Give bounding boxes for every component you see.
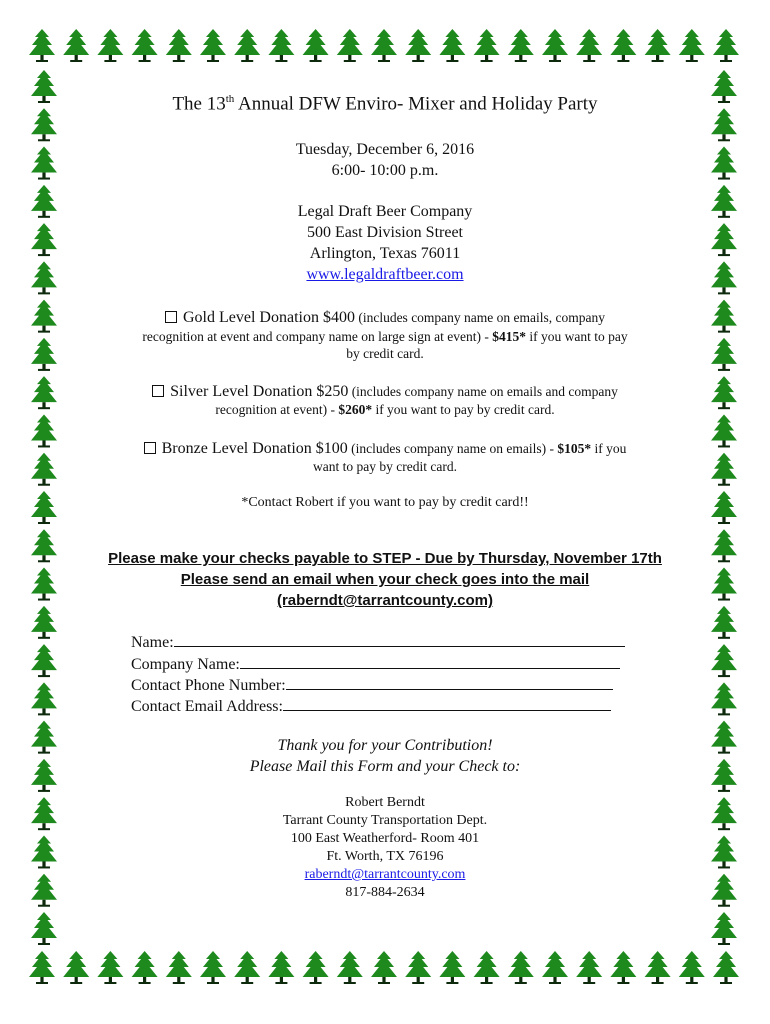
venue-name: Legal Draft Beer Company: [297, 203, 473, 220]
tree-icon: [31, 606, 57, 639]
gold-description: recognition at event and company name on large sign at event) - $415* if you want to pay: [142, 329, 628, 344]
tree-icon: [576, 29, 602, 62]
tree-icon: [200, 951, 226, 984]
tree-icon: [268, 29, 294, 62]
tree-icon: [645, 951, 671, 984]
email-field[interactable]: [131, 696, 611, 716]
phone-field[interactable]: [131, 675, 613, 695]
tree-icon: [29, 951, 55, 984]
tree-icon: [711, 682, 737, 715]
tree-icon: [371, 29, 397, 62]
tree-icon: [234, 951, 260, 984]
company-input-line[interactable]: [240, 654, 620, 669]
tree-icon: [679, 951, 705, 984]
bronze-donation-option: Bronze Level Donation $100 (includes company name on emails) - $105* if you: [0, 440, 770, 458]
tree-icon: [439, 29, 465, 62]
tree-icon: [31, 644, 57, 677]
tree-icon: [97, 29, 123, 62]
tree-icon: [405, 29, 431, 62]
event-date: Tuesday, December 6, 2016: [295, 141, 475, 158]
event-time: 6:00- 10:00 p.m.: [331, 162, 439, 179]
contact-phone: 817-884-2634: [345, 885, 425, 900]
tree-icon: [234, 29, 260, 62]
tree-icon: [63, 951, 89, 984]
bronze-description: want to pay by credit card.: [313, 459, 457, 474]
tree-icon: [63, 29, 89, 62]
contact-email-link[interactable]: raberndt@tarrantcounty.com: [304, 867, 466, 882]
tree-icon: [474, 29, 500, 62]
tree-icon: [200, 29, 226, 62]
credit-card-note: *Contact Robert if you want to pay by credit card!!: [241, 495, 529, 510]
phone-input-line[interactable]: [286, 675, 613, 690]
company-label: Company Name:: [131, 656, 240, 673]
contact-dept: Tarrant County Transportation Dept.: [282, 813, 488, 828]
email-label: Contact Email Address:: [131, 698, 283, 715]
company-field[interactable]: [131, 654, 620, 674]
instruction-email: (raberndt@tarrantcounty.com): [276, 592, 494, 609]
contact-street: 100 East Weatherford- Room 401: [290, 831, 480, 846]
name-input-line[interactable]: [174, 632, 625, 647]
venue-street: 500 East Division Street: [307, 224, 463, 241]
tree-icon: [645, 29, 671, 62]
venue-website-link[interactable]: www.legaldraftbeer.com: [306, 266, 464, 283]
tree-icon: [405, 951, 431, 984]
tree-icon: [132, 29, 158, 62]
gold-description-end: by credit card.: [346, 346, 424, 361]
tree-icon: [576, 951, 602, 984]
tree-icon: [711, 644, 737, 677]
tree-icon: [132, 951, 158, 984]
tree-icon: [337, 951, 363, 984]
tree-icon: [439, 951, 465, 984]
tree-icon: [166, 29, 192, 62]
tree-icon: [713, 951, 739, 984]
tree-icon: [542, 951, 568, 984]
tree-icon: [97, 951, 123, 984]
tree-icon: [610, 951, 636, 984]
tree-icon: [303, 29, 329, 62]
tree-icon: [31, 912, 57, 945]
silver-description: recognition at event) - $260* if you want to pay by credit card.: [215, 402, 555, 417]
tree-icon: [542, 29, 568, 62]
email-input-line[interactable]: [283, 696, 611, 711]
tree-icon: [711, 912, 737, 945]
tree-icon: [29, 29, 55, 62]
silver-donation-option: Silver Level Donation $250 (includes company name on emails and company: [0, 383, 770, 401]
tree-icon: [508, 951, 534, 984]
mail-to-text: Please Mail this Form and your Check to:: [249, 758, 521, 775]
tree-icon: [166, 951, 192, 984]
name-label: Name:: [131, 634, 174, 651]
event-title: The 13th Annual DFW Enviro- Mixer and Holiday Party: [172, 93, 598, 115]
gold-checkbox[interactable]: [165, 311, 177, 323]
tree-icon: [711, 606, 737, 639]
contact-city: Ft. Worth, TX 76196: [326, 849, 444, 864]
tree-icon: [371, 951, 397, 984]
contact-name: Robert Berndt: [345, 795, 425, 810]
tree-icon: [31, 682, 57, 715]
tree-icon: [268, 951, 294, 984]
bronze-checkbox[interactable]: [144, 442, 156, 454]
silver-checkbox[interactable]: [152, 385, 164, 397]
tree-icon: [337, 29, 363, 62]
tree-icon: [508, 29, 534, 62]
name-field[interactable]: [131, 632, 625, 652]
payment-instruction: Please make your checks payable to STEP - Due by Thursday, November 17th: [108, 550, 662, 567]
email-instruction: Please send an email when your check goes into the mail: [180, 571, 590, 588]
thank-you-text: Thank you for your Contribution!: [277, 737, 493, 754]
tree-icon: [679, 29, 705, 62]
venue-city: Arlington, Texas 76011: [309, 245, 461, 262]
gold-donation-option: Gold Level Donation $400 (includes company name on emails, company: [0, 309, 770, 327]
tree-icon: [474, 951, 500, 984]
phone-label: Contact Phone Number:: [131, 677, 286, 694]
tree-icon: [713, 29, 739, 62]
tree-icon: [303, 951, 329, 984]
tree-icon: [610, 29, 636, 62]
